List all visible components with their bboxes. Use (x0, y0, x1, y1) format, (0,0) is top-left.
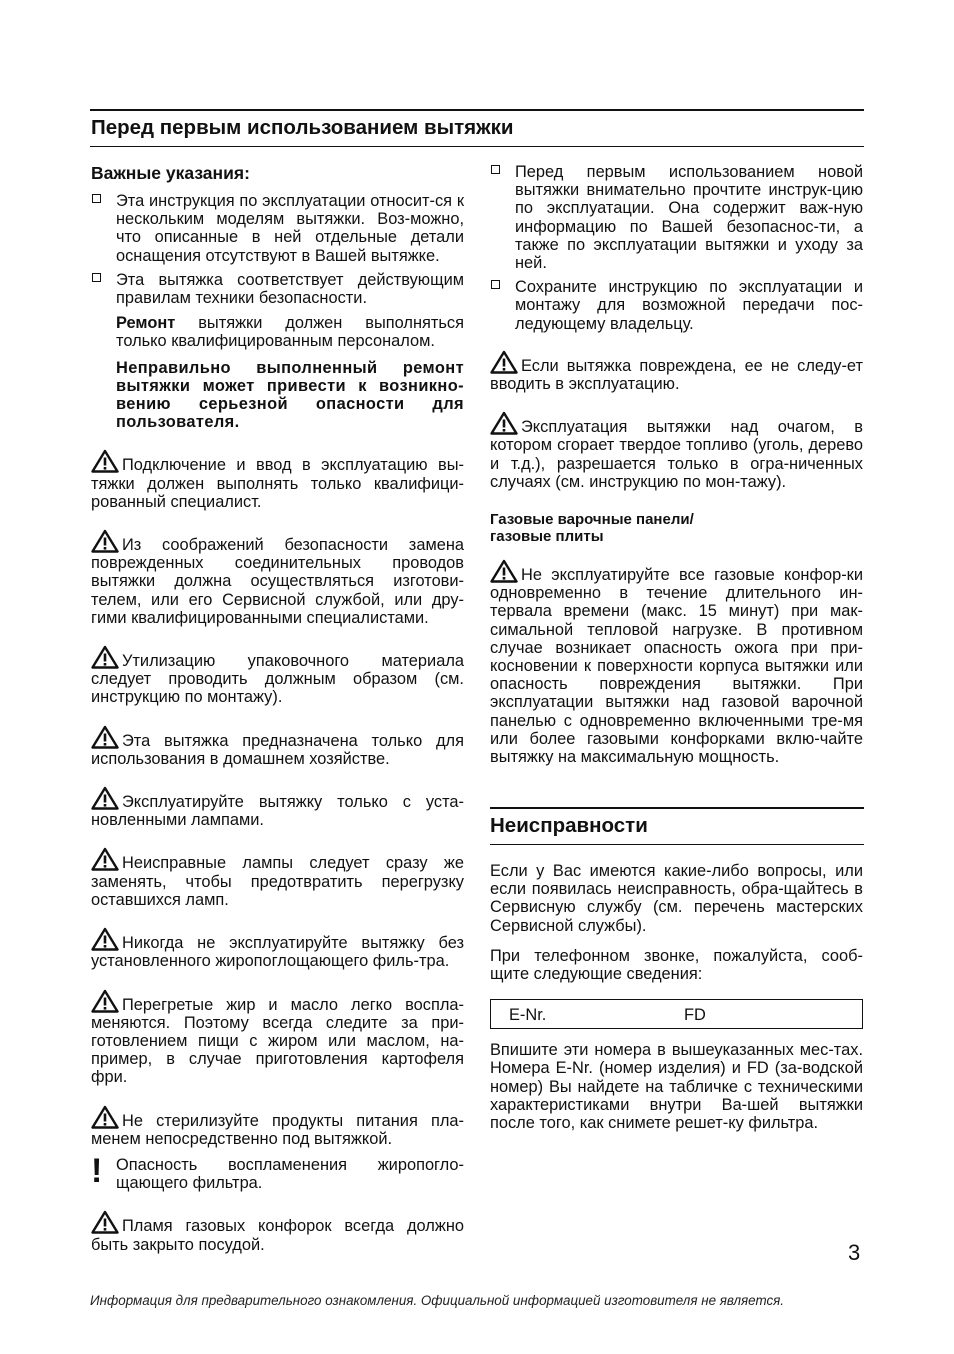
warning-triangle-icon (91, 927, 119, 951)
warning-triangle-icon (91, 449, 119, 473)
fire-hazard-note: ! Опасность воспламенения жиропогло-щающего фильтра. (91, 1151, 464, 1193)
warning-paragraph: Перегретые жир и масло легко воспла-меняются. Поэтому всегда следите за при-готовлением пищи с жиром или маслом, на-пример, в случае приготовления картофеля фри. (91, 989, 464, 1087)
warning-paragraph: Подключение и ввод в эксплуатацию вы-тяжки должен выполнять только квалифици-рованный специалист. (91, 449, 464, 511)
warning-triangle-icon (490, 559, 518, 583)
warning-paragraph: Эксплуатируйте вытяжку только с уста-новленными лампами. (91, 786, 464, 829)
warning-triangle-icon (91, 1210, 119, 1234)
repair-warning: Неправильно выполненный ремонт вытяжки может привести к возникно-вению серьезной опасности для пользователя. (116, 358, 464, 432)
warning-triangle-icon (91, 786, 119, 810)
faults-paragraph: При телефонном звонке, пожалуйста, сооб-щите следующие сведения: (490, 946, 863, 984)
warning-paragraph: Не эксплуатируйте все газовые конфор-ки одновременно в течение длительного ин-тервала времени (макс. 15 минут) при мак-симальной тепловой нагрузке. В противном случае возникает опасность ожога при при-косновении к поверхности корпуса вытяжки или опасность повреждения вытяжки. При эксплуатации вытяжки над газовой варочной панелью с одновременно включенными тре-мя или более газовыми конфорками вклю-чайте вытяжку на максимальную мощность. (490, 559, 863, 766)
warning-paragraph: Из соображений безопасности замена поврежденных соединительных проводов вытяжки должна осуществляться изготови-телем, или его Сервисной службой, или дру-гими квалифицированными специалистами. (91, 529, 464, 627)
left-column (91, 163, 464, 1254)
warning-paragraph: Эта вытяжка предназначена только для использования в домашнем хозяйстве. (91, 725, 464, 768)
warning-triangle-icon (490, 411, 518, 435)
repair-note: Ремонт вытяжки должен выполняться только квалифицированным персоналом. (116, 314, 464, 351)
warning-triangle-icon (91, 725, 119, 749)
checkbox-bullet-icon (92, 194, 101, 203)
warning-paragraph: Не стерилизуйте продукты питания пла-менем непосредственно под вытяжкой. (91, 1105, 464, 1148)
warning-triangle-icon (91, 847, 119, 871)
faults-top-rule (490, 807, 864, 809)
warning-triangle-icon (91, 1105, 119, 1129)
warning-paragraph: Никогда не эксплуатируйте вытяжку без установленного жиропоглощающего филь-тра. (91, 927, 464, 970)
warning-paragraph: Утилизацию упаковочного материала следует проводить должным образом (см. инструкцию по монтажу). (91, 645, 464, 707)
gas-hobs-heading: Газовые варочные панели/ газовые плиты (490, 511, 694, 546)
page-number: 3 (848, 1240, 861, 1265)
faults-paragraph: Впишите эти номера в вышеуказанных мес-тах. Номера E-Nr. (номер изделия) и FD (за-водской номер) Вы найдете на табличке с техническими характеристиками внутри Ва-шей вытяжки после того, как снимете решет-ку фильтра. (490, 1041, 863, 1133)
faults-section (490, 862, 863, 1132)
list-item: Сохраните инструкцию по эксплуатации и монтажу для возможной передачи пос-ледующему владельцу. (490, 278, 863, 333)
page-title: Перед первым использованием вытяжки (91, 116, 514, 139)
faults-paragraph: Если у Вас имеются какие-либо вопросы, или если появилась неисправность, обра-щайтесь в Сервисную службу (см. перечень мастерских Сервисной службы). (490, 862, 863, 935)
footer-note: Информация для предварительного ознакомления. Официальной информацией изготовителя не является. (90, 1293, 785, 1308)
fd-label: FD (684, 1006, 706, 1025)
list-item: Эта инструкция по эксплуатации относит-ся к нескольким моделям вытяжки. Воз-можно, что описанные в ней отдельные детали оснащения отсутствуют в Вашей вытяжке. (91, 192, 464, 265)
right-column (490, 163, 863, 766)
top-rule (90, 109, 864, 111)
checkbox-bullet-icon (491, 165, 500, 174)
warning-paragraph: Если вытяжка повреждена, ее не следу-ет вводить в эксплуатацию. (490, 350, 863, 393)
enr-label: E-Nr. (509, 1006, 547, 1025)
serial-number-box (490, 999, 863, 1029)
important-notes-heading: Важные указания: (91, 163, 250, 183)
faults-title: Неисправности (490, 814, 648, 837)
checkbox-bullet-icon (92, 273, 101, 282)
warning-triangle-icon (91, 645, 119, 669)
title-underline (90, 146, 864, 147)
warning-paragraph: Эксплуатация вытяжки над очагом, в котором сгорает твердое топливо (уголь, дерево и т.д.), разрешается только в огра-ниченных случаях (см. инструкцию по мон-тажу). (490, 411, 863, 491)
warning-paragraph: Неисправные лампы следует сразу же заменять, чтобы предотвратить перегрузку оставшихся ламп. (91, 847, 464, 909)
checkbox-bullet-icon (491, 280, 500, 289)
list-item: Эта вытяжка соответствует действующим правилам техники безопасности. (91, 271, 464, 307)
warning-triangle-icon (91, 989, 119, 1013)
warning-triangle-icon (91, 529, 119, 553)
warning-paragraph: Пламя газовых конфорок всегда должно быть закрыто посудой. (91, 1210, 464, 1253)
exclamation-icon: ! (91, 1151, 103, 1190)
list-item: Перед первым использованием новой вытяжки внимательно прочтите инструк-цию по эксплуатации. Она содержит важ-ную информацию по Вашей безопаснос-ти, а также по эксплуатации вытяжки и уходу за ней. (490, 163, 863, 272)
warning-triangle-icon (490, 350, 518, 374)
faults-underline (490, 844, 864, 845)
